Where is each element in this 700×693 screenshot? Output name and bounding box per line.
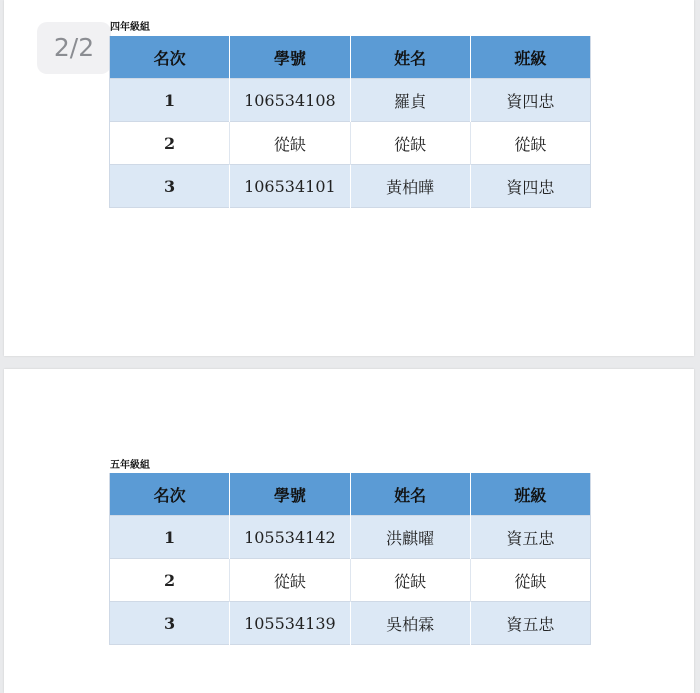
cell-student-id: 從缺 bbox=[230, 559, 350, 602]
cell-class: 資四忠 bbox=[470, 165, 590, 208]
table-row bbox=[110, 559, 591, 602]
ranking-table-grade4 bbox=[109, 36, 591, 208]
table-row bbox=[110, 165, 591, 208]
cell-rank: 3 bbox=[110, 165, 230, 208]
cell-name: 羅貞 bbox=[350, 79, 470, 122]
cell-class: 從缺 bbox=[470, 559, 590, 602]
cell-student-id: 105534142 bbox=[230, 516, 350, 559]
header-rank: 名次 bbox=[110, 36, 230, 79]
section-title-grade4: 四年級組 bbox=[110, 22, 150, 33]
cell-rank: 1 bbox=[110, 79, 230, 122]
section-title-grade5: 五年級組 bbox=[110, 460, 150, 471]
table-header-row bbox=[110, 473, 591, 516]
header-class: 班級 bbox=[470, 36, 590, 79]
cell-rank: 2 bbox=[110, 122, 230, 165]
cell-student-id: 106534101 bbox=[230, 165, 350, 208]
cell-student-id: 從缺 bbox=[230, 122, 350, 165]
cell-class: 資四忠 bbox=[470, 79, 590, 122]
header-name: 姓名 bbox=[350, 36, 470, 79]
table-row bbox=[110, 602, 591, 645]
table-header-row bbox=[110, 36, 591, 79]
page-counter-badge: 2/2 bbox=[37, 22, 111, 74]
ranking-table-grade5 bbox=[109, 473, 591, 645]
cell-name: 洪麒曜 bbox=[350, 516, 470, 559]
cell-name: 從缺 bbox=[350, 122, 470, 165]
table-row bbox=[110, 122, 591, 165]
table-row bbox=[110, 516, 591, 559]
header-student-id: 學號 bbox=[230, 36, 350, 79]
cell-rank: 2 bbox=[110, 559, 230, 602]
header-class: 班級 bbox=[470, 473, 590, 516]
cell-student-id: 105534139 bbox=[230, 602, 350, 645]
header-rank: 名次 bbox=[110, 473, 230, 516]
cell-class: 從缺 bbox=[470, 122, 590, 165]
table-row bbox=[110, 79, 591, 122]
cell-class: 資五忠 bbox=[470, 516, 590, 559]
header-name: 姓名 bbox=[350, 473, 470, 516]
header-student-id: 學號 bbox=[230, 473, 350, 516]
document-page-1 bbox=[4, 0, 694, 356]
cell-class: 資五忠 bbox=[470, 602, 590, 645]
cell-name: 吳柏霖 bbox=[350, 602, 470, 645]
document-page-2 bbox=[4, 369, 694, 693]
cell-name: 從缺 bbox=[350, 559, 470, 602]
cell-student-id: 106534108 bbox=[230, 79, 350, 122]
cell-rank: 1 bbox=[110, 516, 230, 559]
cell-rank: 3 bbox=[110, 602, 230, 645]
cell-name: 黃柏曄 bbox=[350, 165, 470, 208]
